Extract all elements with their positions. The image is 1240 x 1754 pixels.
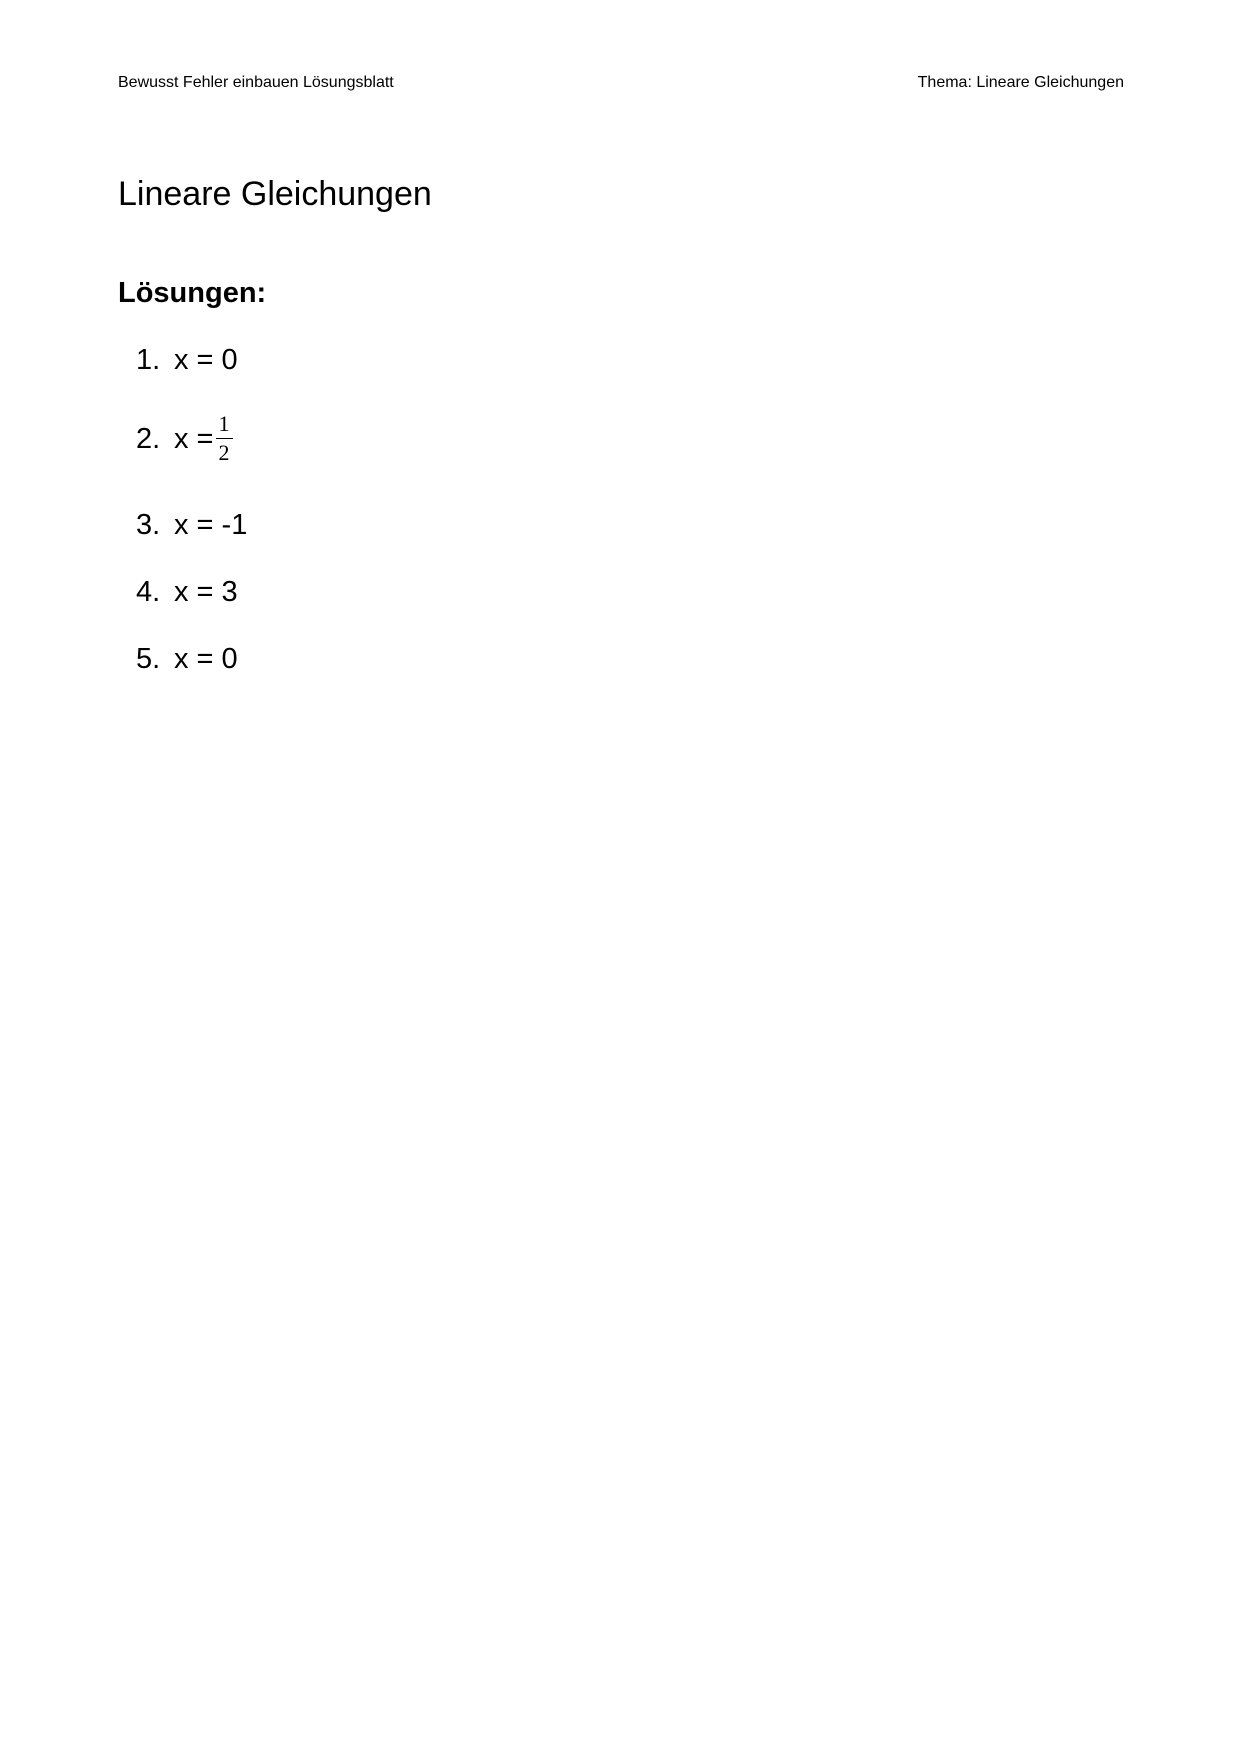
header-left-text: Bewusst Fehler einbauen Lösungsblatt — [118, 74, 394, 91]
solution-equation: x = 0 — [174, 643, 238, 675]
solution-equation: x = -1 — [174, 509, 248, 541]
solution-equation: x = 3 — [174, 576, 238, 608]
solution-item-1 — [136, 343, 238, 377]
header-right-text: Thema: Lineare Gleichungen — [917, 74, 1124, 91]
solution-number: 1. — [136, 344, 161, 376]
solution-number: 5. — [136, 643, 161, 675]
solution-equation: x = — [174, 422, 214, 455]
solution-item-3 — [136, 508, 247, 542]
fraction — [216, 412, 233, 465]
page-title: Lineare Gleichungen — [118, 175, 432, 213]
solutions-heading: Lösungen: — [118, 277, 267, 309]
solution-item-5 — [136, 642, 238, 676]
solution-item-2 — [136, 412, 233, 465]
solution-equation: x = 0 — [174, 344, 238, 376]
fraction-denominator: 2 — [218, 440, 230, 465]
solution-number: 3. — [136, 509, 161, 541]
solution-item-4 — [136, 575, 238, 609]
solution-number: 4. — [136, 576, 161, 608]
fraction-numerator: 1 — [216, 412, 233, 439]
solution-number: 2. — [136, 422, 161, 455]
